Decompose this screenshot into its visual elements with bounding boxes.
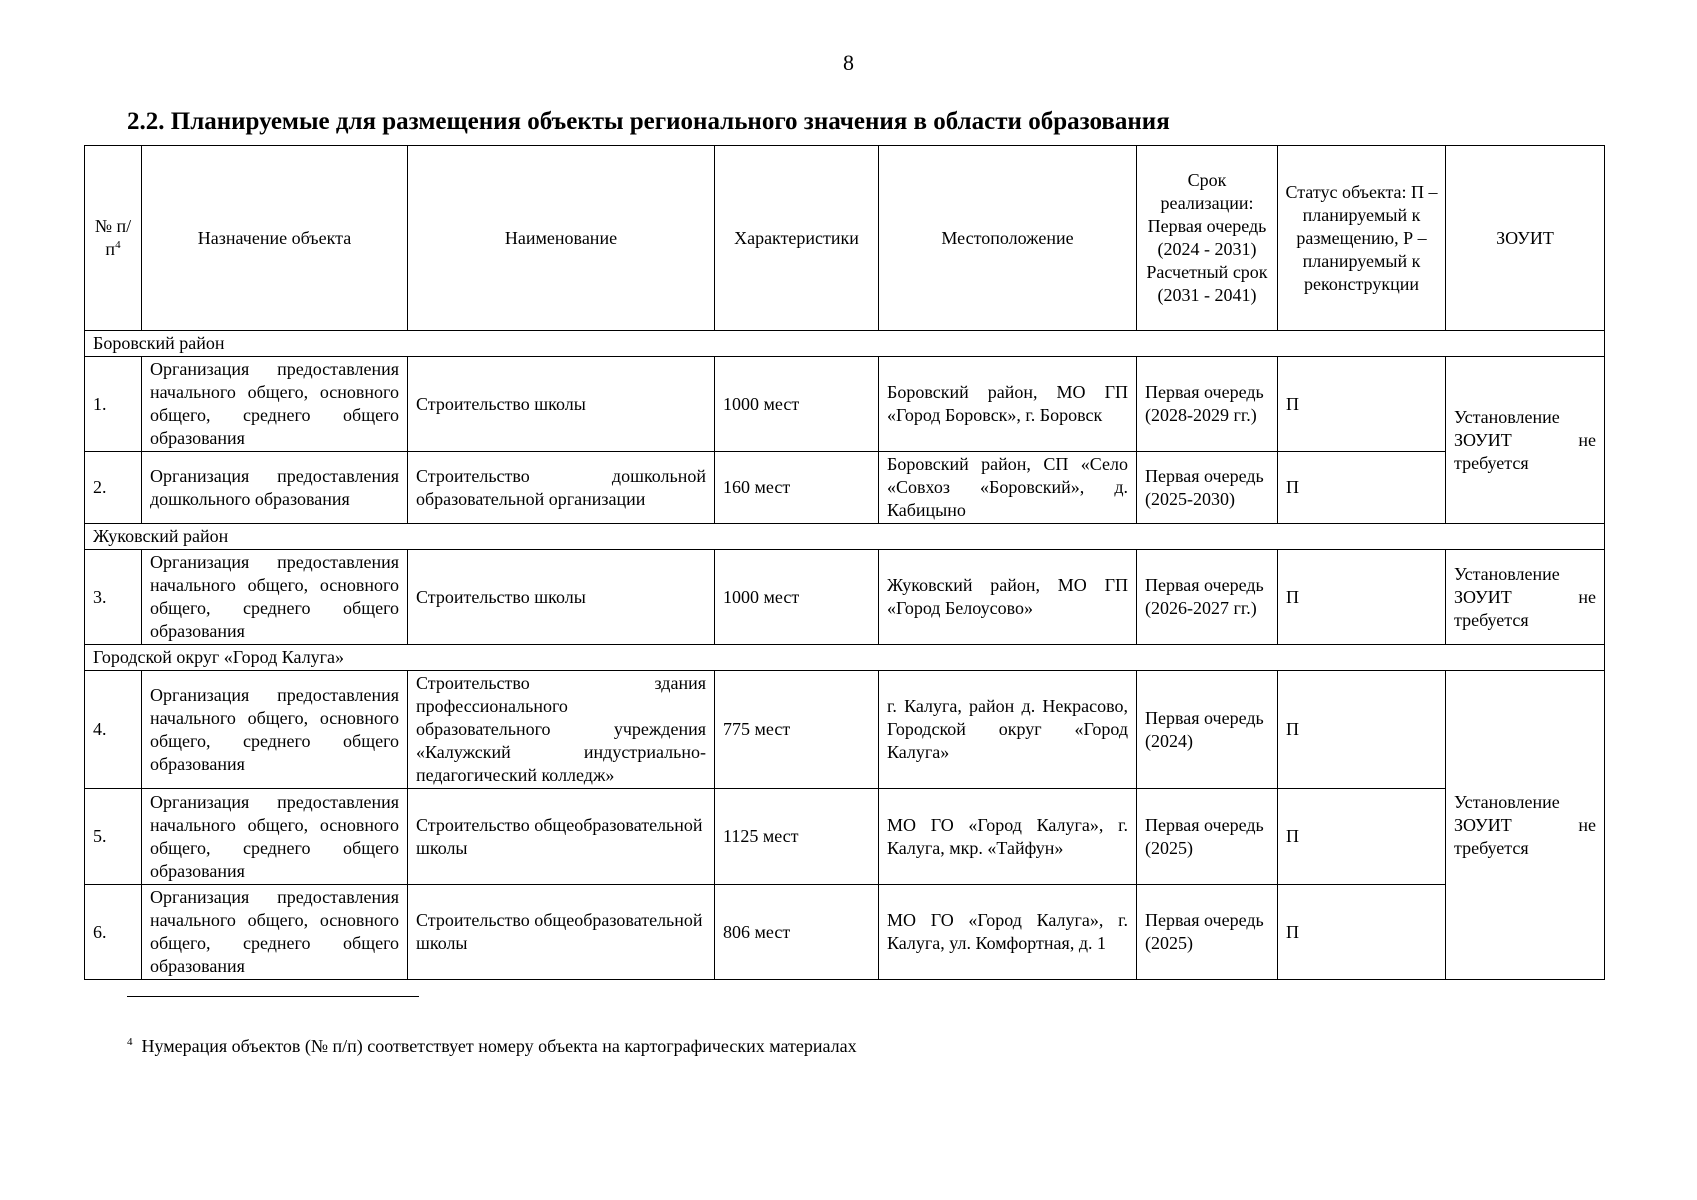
cell-num: 4. [85, 671, 142, 789]
cell-zouit: Установление ЗОУИТ не требуется [1446, 671, 1605, 980]
table-row [85, 550, 1605, 645]
table-row [85, 671, 1605, 789]
header-num: № $п/п^4$ [85, 146, 142, 331]
cell-status: П [1278, 789, 1446, 885]
header-purpose: Назначение объекта [142, 146, 408, 331]
footnote-mark: 4 [115, 239, 121, 251]
section-title: 2.2. Планируемые для размещения объекты регионального значения в области образования [127, 108, 1170, 135]
table-row [85, 452, 1605, 524]
cell-location: МО ГО «Город Калуга», г. Калуга, мкр. «Тайфун» [879, 789, 1137, 885]
group-row [85, 645, 1605, 671]
table-row [85, 789, 1605, 885]
cell-num: 6. [85, 885, 142, 980]
table-row [85, 885, 1605, 980]
cell-purpose: Организация предоставления начального общего, основного общего, среднего общего образования [142, 671, 408, 789]
group-row [85, 331, 1605, 357]
cell-characteristics: 806 мест [715, 885, 879, 980]
cell-status: П [1278, 452, 1446, 524]
cell-name: Строительство общеобразовательной школы [408, 885, 715, 980]
cell-status: П [1278, 357, 1446, 452]
cell-characteristics: 160 мест [715, 452, 879, 524]
cell-term: Первая очередь (2028-2029 гг.) [1137, 357, 1278, 452]
cell-num: 3. [85, 550, 142, 645]
footnote [127, 1036, 857, 1057]
group-label: Боровский район [85, 331, 1605, 357]
cell-term: Первая очередь (2026-2027 гг.) [1137, 550, 1278, 645]
page-number: 8 [843, 50, 854, 75]
footnote-mark: 4 [127, 1036, 133, 1048]
header-zouit: ЗОУИТ [1446, 146, 1605, 331]
cell-num: 5. [85, 789, 142, 885]
group-row [85, 524, 1605, 550]
cell-status: П [1278, 885, 1446, 980]
objects-table [84, 145, 1605, 980]
group-label: Жуковский район [85, 524, 1605, 550]
cell-zouit: Установление ЗОУИТ не требуется [1446, 550, 1605, 645]
cell-name: Строительство общеобразовательной школы [408, 789, 715, 885]
cell-location: Жуковский район, МО ГП «Город Белоусово» [879, 550, 1137, 645]
header-term: Срок реализации: Первая очередь (2024 - 2031) Расчетный срок (2031 - 2041) [1137, 146, 1278, 331]
footnote-text: Нумерация объектов (№ п/п) соответствует номеру объекта на картографических материалах [141, 1036, 857, 1056]
cell-purpose: Организация предоставления начального общего, основного общего, среднего общего образования [142, 550, 408, 645]
cell-term: Первая очередь (2024) [1137, 671, 1278, 789]
cell-characteristics: 1000 мест [715, 550, 879, 645]
cell-name: Строительство школы [408, 357, 715, 452]
footnote-divider [127, 996, 419, 997]
cell-location: Боровский район, МО ГП «Город Боровск», г. Боровск [879, 357, 1137, 452]
header-status: Статус объекта: П – планируемый к размещению, Р – планируемый к реконструкции [1278, 146, 1446, 331]
cell-name: Строительство школы [408, 550, 715, 645]
cell-status: П [1278, 550, 1446, 645]
cell-term: Первая очередь (2025) [1137, 885, 1278, 980]
header-location: Местоположение [879, 146, 1137, 331]
table-row [85, 357, 1605, 452]
cell-status: П [1278, 671, 1446, 789]
cell-term: Первая очередь (2025-2030) [1137, 452, 1278, 524]
cell-num: 2. [85, 452, 142, 524]
table-header-row [85, 146, 1605, 331]
cell-purpose: Организация предоставления дошкольного образования [142, 452, 408, 524]
cell-name: Строительство здания профессионального образовательного учреждения «Калужский индустриально-педагогический колледж» [408, 671, 715, 789]
cell-location: Боровский район, СП «Село «Совхоз «Боровский», д. Кабицыно [879, 452, 1137, 524]
cell-num: 1. [85, 357, 142, 452]
cell-purpose: Организация предоставления начального общего, основного общего, среднего общего образования [142, 885, 408, 980]
cell-location: МО ГО «Город Калуга», г. Калуга, ул. Комфортная, д. 1 [879, 885, 1137, 980]
header-characteristics: Характеристики [715, 146, 879, 331]
cell-purpose: Организация предоставления начального общего, основного общего, среднего общего образования [142, 357, 408, 452]
cell-term: Первая очередь (2025) [1137, 789, 1278, 885]
cell-name: Строительство дошкольной образовательной организации [408, 452, 715, 524]
cell-purpose: Организация предоставления начального общего, основного общего, среднего общего образования [142, 789, 408, 885]
cell-characteristics: 1125 мест [715, 789, 879, 885]
cell-location: г. Калуга, район д. Некрасово, Городской округ «Город Калуга» [879, 671, 1137, 789]
cell-characteristics: 775 мест [715, 671, 879, 789]
cell-zouit: Установление ЗОУИТ не требуется [1446, 357, 1605, 524]
group-label: Городской округ «Город Калуга» [85, 645, 1605, 671]
cell-characteristics: 1000 мест [715, 357, 879, 452]
header-name: Наименование [408, 146, 715, 331]
